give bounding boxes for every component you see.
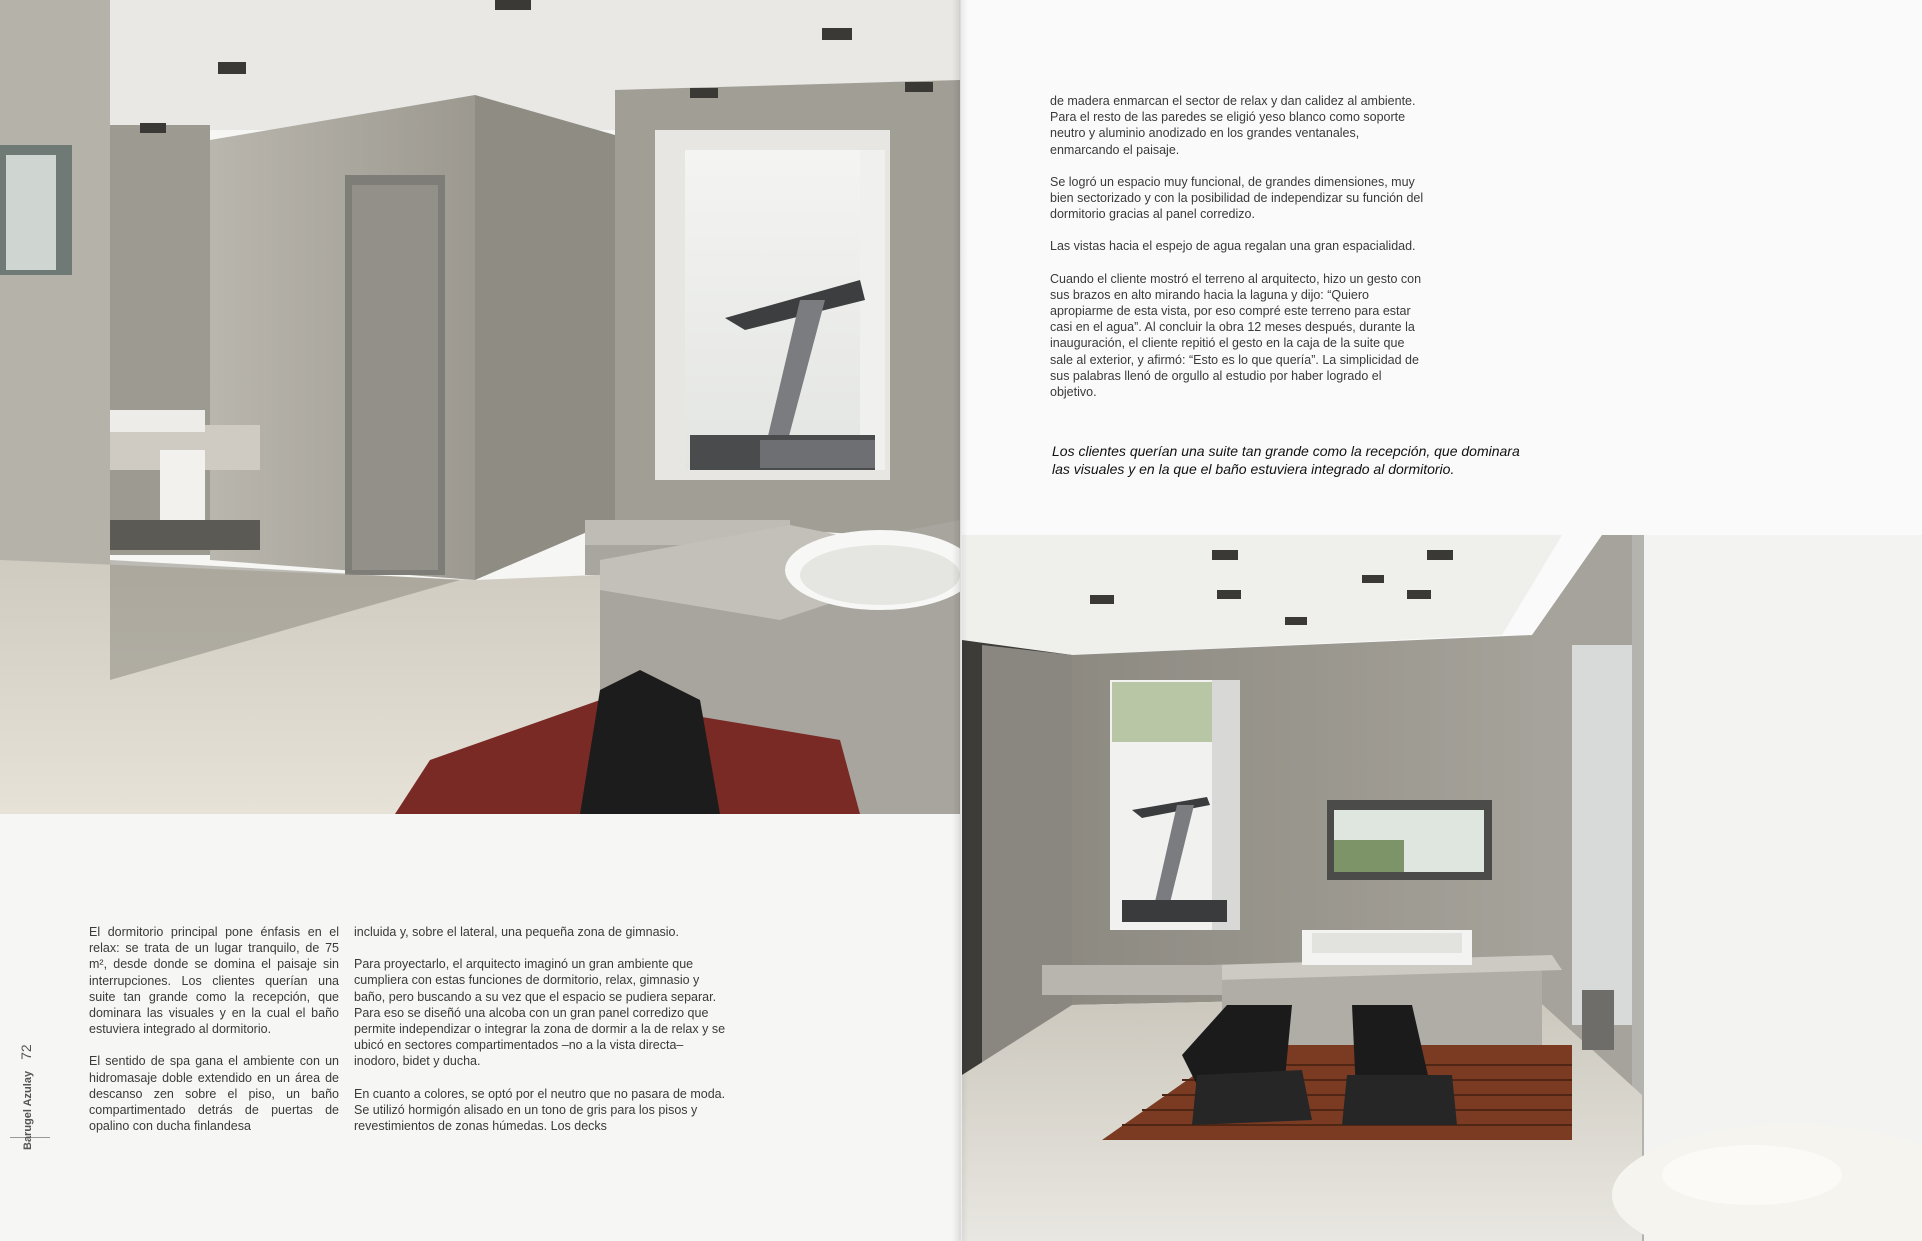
paragraph: El dormitorio principal pone énfasis en el relax: se trata de un lugar tranquilo, de 75 m², desde donde se domina el paisaje sin interrupciones. Los clientes querían una suite tan grande como la recepción, que dominara las visuales y en la cual el baño estuviera integrado al dormitorio. [89,925,339,1037]
bathroom-photo [0,0,960,814]
paragraph: El sentido de spa gana el ambiente con un hidromasaje doble extendido en un área de descanso zen sobre el piso, un baño compartimentado detrás de puertas de opalino con ducha finlandesa [89,1054,339,1134]
binding-gutter [952,0,968,1241]
paragraph: Para proyectarlo, el arquitecto imaginó un gran ambiente que cumpliera con estas funciones de dormitorio, relax, gimnasio y baño, pero buscando a su vez que el espacio se pudiera separar. Para eso se diseñó una alcoba con un gran panel corredizo que permite independizar o integrar la zona de dormir a la de relax y se ubicó en sectores compartimentados –no a la vista directa– inodoro, bidet y ducha. [354,957,726,1069]
body-text-column-2 [354,924,731,1150]
paragraph: Las vistas hacia el espejo de agua regalan una gran espacialidad. [1050,239,1416,254]
body-text-column-1 [89,924,339,1150]
paragraph: de madera enmarcan el sector de relax y dan calidez al ambiente. Para el resto de las paredes se eligió yeso blanco como soporte neutro y aluminio anodizado en los grandes ventanales, enmarcando el paisaje. [1050,94,1416,157]
paragraph: incluida y, sobre el lateral, una pequeña zona de gimnasio. [354,925,679,939]
left-page [0,0,960,1241]
folio [18,1044,34,1150]
bedroom-illustration [962,535,1922,1241]
page-number: 72 [18,1044,34,1060]
paragraph: Cuando el cliente mostró el terreno al arquitecto, hizo un gesto con sus brazos en alto mirando hacia la laguna y dijo: “Quiero apropiarme de esta vista, por eso compré este terreno para estar casi en el agua”. Al concluir la obra 12 meses después, durante la inauguración, el cliente repitió el gesto en la caja de la suite que sale al exterior, y afirmó: “Esto es lo que quería”. La simplicidad de sus palabras llenó de orgullo al estudio por haber logrado el objetivo. [1050,271,1422,400]
paragraph: Se logró un espacio muy funcional, de grandes dimensiones, muy bien sectorizado y con la posibilidad de independizar su función del dormitorio gracias al panel corredizo. [1050,174,1424,222]
pull-quote-caption: Los clientes querían una suite tan grande como la recepción, que dominara las visuales y en la que el baño estuviera integrado al dormitorio. [1052,443,1520,477]
folio-author: Barugel Azulay [22,1070,34,1150]
bedroom-spa-photo [962,535,1922,1241]
bathroom-illustration [0,0,960,814]
body-text-column-3 [1050,93,1430,416]
paragraph: En cuanto a colores, se optó por el neutro que no pasara de moda. Se utilizó hormigón alisado en un tono de gris para los pisos y revestimientos de zonas húmedas. Los decks [354,1086,726,1134]
